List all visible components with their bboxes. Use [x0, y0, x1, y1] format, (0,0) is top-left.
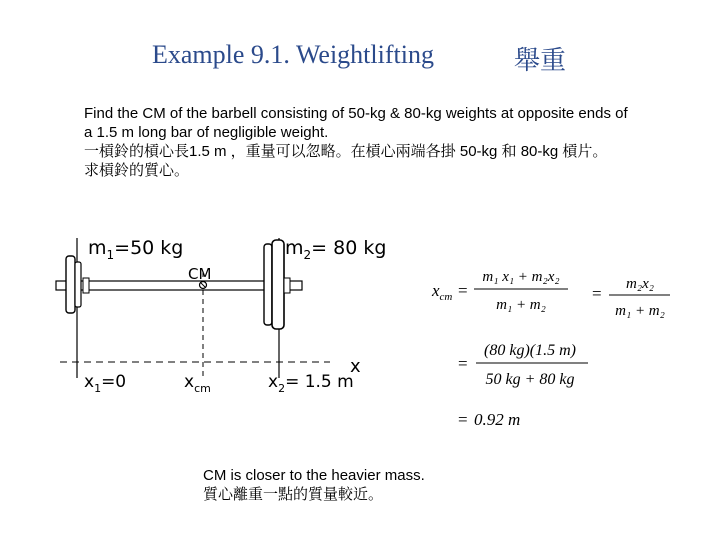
problem-line-2: a 1.5 m long bar of negligible weight. [84, 124, 329, 141]
note-line-2: 質心離重一點的質量較近。 [203, 486, 384, 503]
fraction-2-numerator: m₂x₂ [626, 276, 654, 292]
right-plate-outer [272, 240, 284, 329]
xcm-label: $x_{cm}$ [184, 372, 211, 395]
equation-equals-1: = [458, 281, 468, 300]
fraction-1-denominator: m₁ + m₂ [496, 297, 546, 313]
left-plate-outer [66, 256, 75, 313]
fraction-2-denominator: m₁ + m₂ [615, 303, 665, 319]
conclusion-note [203, 466, 425, 504]
left-collar [83, 278, 89, 293]
equation-result: 0.92 m [474, 410, 521, 429]
fraction-3-denominator: 50 kg + 80 kg [485, 371, 575, 388]
x2-label: $x_2= 1.5$ m [268, 372, 354, 395]
equation-lhs: $x_{cm}$ [432, 281, 453, 303]
problem-line-1: Find the CM of the barbell consisting of 50-kg & 80-kg weights at opposite ends of [84, 105, 628, 122]
m2-label: $m_2= 80$ kg [285, 237, 387, 262]
x1-label: $x_1=0$ [84, 372, 127, 395]
note-line-1: CM is closer to the heavier mass. [203, 467, 425, 484]
problem-line-3: 一槓鈴的槓心長1.5 m ，重量可以忽略。在槓心兩端各掛 50-kg 和 80-kg 槓片。 [84, 143, 608, 160]
fraction-3-numerator: (80 kg)(1.5 m) [484, 342, 576, 359]
title-english: Example 9.1. Weightlifting [152, 40, 434, 69]
x-axis-label: x [350, 356, 361, 377]
right-plate-inner [264, 244, 272, 325]
title-chinese: 舉重 [514, 46, 567, 75]
right-collar [284, 278, 290, 293]
equation-equals-3: = [458, 354, 468, 373]
equation-equals-4: = [458, 410, 468, 429]
equation-equals-2: = [592, 284, 602, 303]
problem-line-4: 求槓鈴的質心。 [84, 162, 190, 179]
m1-label: $m_1=50$ kg [88, 237, 184, 262]
left-plate-inner [75, 262, 81, 307]
fraction-1-numerator: m₁ x₁ + m₂x₂ [482, 269, 560, 285]
cm-equation [431, 269, 670, 429]
cm-label: CM [188, 265, 212, 283]
